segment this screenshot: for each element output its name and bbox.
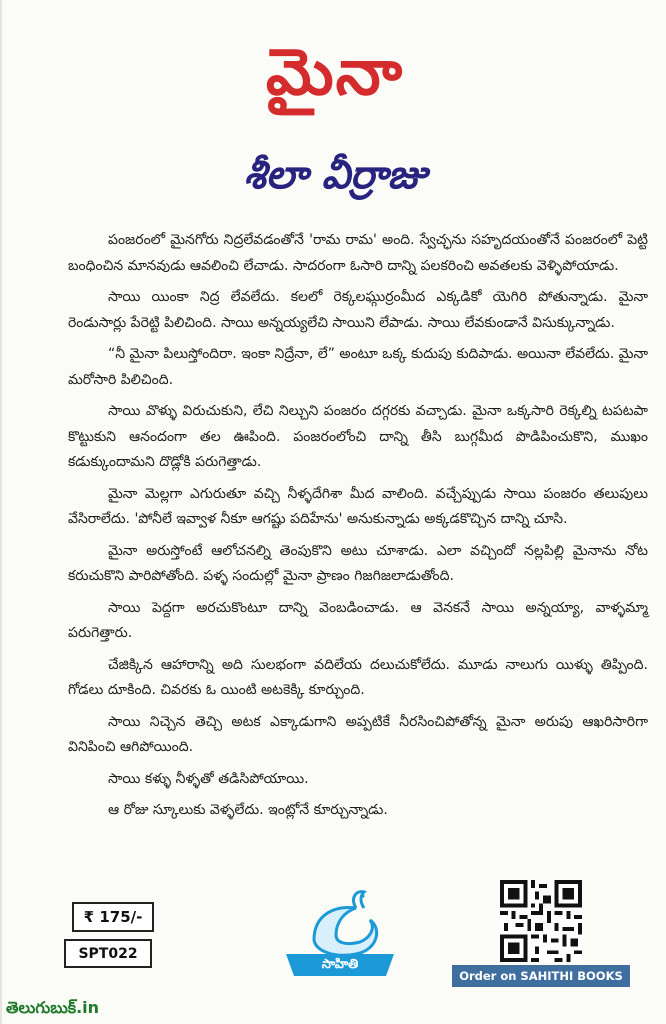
site-watermark: తెలుగుబుక్.in [6,997,100,1017]
paragraph: చేజిక్కిన ఆహారాన్ని అది సులభంగా వదిలేయ దలుచుకోలేదు. మూడు నాలుగు యిళ్ళు తిప్పింది. గోడలు దూకింది. చివరకు ఓ యింటి అటకెక్కి కూర్చుంది. [68,656,648,698]
product-code: SPT022 [64,939,152,968]
paragraph: మైనా మెల్లగా ఎగురుతూ వచ్చి నీళ్ళదేగిశా మీద వాలింది. వచ్చేప్పుడు సాయి పంజరం తలుపులు వేసిరాలేదు. 'పోనీలే ఇవ్వాళ నీకూ ఆగష్టు పదిహేను' అనుకున్నాడు అక్కడకొచ్చిన దాన్ని చూసి. [68,485,648,527]
paragraph: సాయి యింకా నిద్ర లేవలేదు. కలలో రెక్కలఘ్గుర్రంమీద ఎక్కడికో యెగిరి పోతున్నాడు. మైనా రెండుసార్లు పేరెట్టి పిలిచింది. సాయి అన్నయ్యలేచి సాయిని లేపాడు. సాయి లేవకుండానే విసుక్కున్నాడు. [68,289,648,331]
price-tag: ₹ 175/- [72,902,154,932]
author-name: శీలా వీర్రాజు [243,152,427,198]
swan-icon [314,892,377,956]
story-text [68,228,648,830]
paragraph: సాయి పెద్దగా అరచుకొంటూ దాన్ని వెంబడించాడు. ఆ వెనకనే సాయి అన్నయ్యా, వాళ్ళమ్మా పరుగెత్తారు. [68,599,648,641]
book-title: మైనా [265,36,405,110]
publisher-logo-text: సాహితి [321,957,359,972]
paragraph: సాయి కళ్ళు నీళ్ళతో తడిసిపోయాయి. [108,770,309,787]
order-banner: Order on SAHITHI BOOKS [452,965,630,987]
paragraph: సాయి నిచ్చెన తెచ్చి అటక ఎక్కాడుగాని అప్పటికే నీరసించిపోతోన్న మైనా అరుపు ఆఖరిసారిగా వినిపించి ఆగిపోయింది. [68,713,648,755]
paragraph: సాయి వొళ్ళు విరుచుకుని, లేచి నిల్చుని పంజరం దగ్గరకు వచ్చాడు. మైనా ఒక్కసారి రెక్కల్ని టపటపా కొట్టుకుని ఆనందంగా తల ఊపింది. పంజరంలోంచి దాన్ని తీసి బుగ్గమీద పొడిపించుకొని, ముఖం కడుక్కుందామని దొడ్లోకి పరుగెత్తాడు. [68,403,648,470]
paragraph: ఆ రోజు స్కూలుకు వెళ్ళలేదు. ఇంట్లోనే కూర్చున్నాడు. [108,802,388,818]
paragraph: “నీ మైనా పిలుస్తోందిరా. ఇంకా నిద్రేనా, లే” అంటూ ఒక్క కుదుపు కుదిపాడు. అయినా లేవలేదు. మైనా మరోసారి పిలిచింది. [68,346,648,388]
qr-code-icon [500,880,582,962]
paragraph: మైనా అరుస్తోంటే ఆలోచనల్ని తెంపుకొని అటు చూశాడు. ఎలా వచ్చిందో నల్లపిల్లి మైనాను నోట కరుచుకొని పారిపోతోంది. పళ్ళ సందుల్లో మైనా ప్రాణం గిజగిజలాడుతోంది. [68,542,648,584]
paragraph: పంజరంలో మైనగోరు నిద్రలేవడంతోనే 'రామ రామ' అంది. స్వేచ్ఛను సహృదయంతోనే పంజరంలో పెట్టి బంధించిన మానవుడు ఆవలించి లేచాడు. సాదరంగా ఓసారి దాన్ని పలకరించి అవతలకు వెళ్ళిపోయాడు. [68,232,648,274]
